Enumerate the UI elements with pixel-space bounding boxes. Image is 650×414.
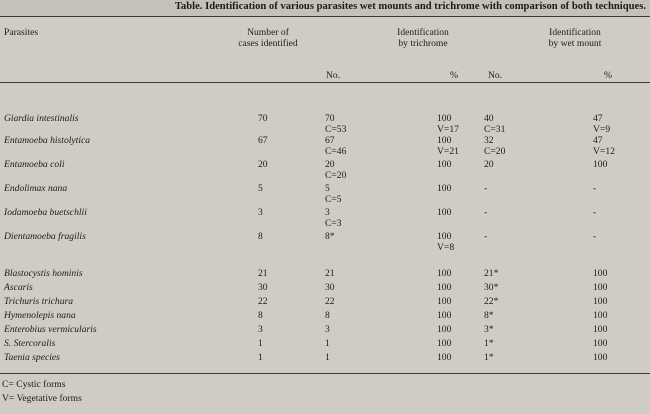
cell-tri-pct: 100 [437,183,452,194]
cell-tri-no: 1 [325,352,330,363]
cell-tri-pct: 100 [437,135,452,146]
parasite-name: Enterobius vermicularis [4,324,97,335]
cell-cases: 3 [258,324,263,335]
cell-wet-pct: - [593,183,597,194]
footnote-cystic: C= Cystic forms [2,379,66,390]
cell-cases: 8 [258,231,263,242]
cell-wet-pct: 100 [593,310,608,321]
header-trichrome [368,27,478,49]
cell-wet-pct: 100 [593,282,608,293]
header-cases-line2: cases identified [238,38,298,49]
cell-wet-pct: 100 [593,268,608,279]
cell-wet-no: 21* [484,268,499,279]
parasite-name: Ascaris [4,282,33,293]
cell-tri-no: 20 [325,159,335,170]
cell-tri-no: 3 [325,207,330,218]
cell-wet-no: - [484,207,488,218]
cell-cases: 5 [258,183,263,194]
cell-wet-pct2: V=9 [593,124,611,135]
header-tri-pct: % [450,70,458,81]
top-rule [0,16,650,17]
cell-tri-pct: 100 [437,352,452,363]
cell-wet-pct: 100 [593,296,608,307]
cell-tri-no: 3 [325,324,330,335]
cell-cases: 70 [258,113,268,124]
cell-wet-pct: 47 [593,135,603,146]
cell-tri-no2: C=53 [325,124,347,135]
cell-tri-no: 21 [325,268,335,279]
parasite-name: Dientamoeba fragilis [4,231,86,242]
parasite-name: Blastocystis hominis [4,268,83,279]
parasite-name: Trichuris trichura [4,296,74,307]
cell-cases: 30 [258,282,268,293]
table-title: Table. Identification of various parasites wet mounts and trichrome with comparison of both techniques. [174,1,646,12]
parasite-name: Taenia species [4,352,60,363]
cell-tri-no: 30 [325,282,335,293]
cell-wet-no: - [484,231,488,242]
cell-wet-pct: 100 [593,324,608,335]
cell-wet-no: 3* [484,324,494,335]
header-tri-no: No. [326,70,341,81]
parasite-name: Hymenolepis nana [4,310,76,321]
cell-tri-pct: 100 [437,310,452,321]
cell-tri-no: 1 [325,338,330,349]
header-wet-pct: % [604,70,612,81]
parasite-name: Giardia intestinalis [4,113,79,124]
cell-wet-no2: C=31 [484,124,506,135]
header-rule [0,82,650,83]
cell-tri-pct2: V=8 [437,242,455,253]
header-cases [218,27,318,49]
cell-tri-pct: 100 [437,282,452,293]
header-wet-line1: Identification [549,27,601,38]
cell-cases: 67 [258,135,268,146]
cell-wet-no2: C=20 [484,146,506,157]
cell-tri-pct: 100 [437,268,452,279]
cell-cases: 21 [258,268,268,279]
cell-tri-pct2: V=21 [437,146,459,157]
cell-tri-pct: 100 [437,207,452,218]
cell-tri-no: 8* [325,231,335,242]
cell-wet-pct: - [593,207,597,218]
bottom-rule [0,373,650,374]
cell-tri-pct: 100 [437,113,452,124]
cell-wet-no: 20 [484,159,494,170]
cell-wet-no: 1* [484,338,494,349]
cell-cases: 1 [258,352,263,363]
cell-wet-pct2: V=12 [593,146,615,157]
cell-cases: 8 [258,310,263,321]
cell-tri-pct: 100 [437,296,452,307]
parasite-name: Iodamoeba buetschlii [4,207,87,218]
parasite-name: Endolimax nana [4,183,68,194]
cell-tri-pct2: V=17 [437,124,459,135]
cell-tri-no: 70 [325,113,335,124]
cell-wet-no: 30* [484,282,499,293]
cell-tri-no: 5 [325,183,330,194]
header-wet-no: No. [488,70,503,81]
cell-tri-no: 22 [325,296,335,307]
cell-wet-pct: - [593,231,597,242]
header-wet-mount [520,27,630,49]
cell-cases: 1 [258,338,263,349]
header-trichrome-line2: by trichrome [398,38,448,49]
cell-cases: 22 [258,296,268,307]
cell-tri-no2: C=5 [325,194,342,205]
header-trichrome-line1: Identification [397,27,449,38]
cell-wet-no: 32 [484,135,494,146]
header-parasites: Parasites [4,27,39,38]
cell-tri-pct: 100 [437,231,452,242]
cell-wet-pct: 100 [593,159,608,170]
footnote-vegetative: V= Vegetative forms [2,393,82,404]
cell-cases: 20 [258,159,268,170]
cell-wet-pct: 100 [593,338,608,349]
header-cases-line1: Number of [247,27,289,38]
cell-wet-no: 40 [484,113,494,124]
cell-wet-no: - [484,183,488,194]
title-bar [0,0,650,16]
cell-tri-pct: 100 [437,338,452,349]
cell-cases: 3 [258,207,263,218]
cell-wet-pct: 47 [593,113,603,124]
cell-tri-no: 8 [325,310,330,321]
cell-tri-no2: C=20 [325,170,347,181]
cell-tri-pct: 100 [437,324,452,335]
parasite-name: Entamoeba coli [4,159,65,170]
cell-tri-pct: 100 [437,159,452,170]
cell-tri-no: 67 [325,135,335,146]
cell-tri-no2: C=46 [325,146,347,157]
header-wet-line2: by wet mount [548,38,602,49]
cell-wet-no: 1* [484,352,494,363]
cell-wet-no: 22* [484,296,499,307]
parasite-name: Entamoeba histolytica [4,135,91,146]
parasite-name: S. Stercoralis [4,338,56,349]
cell-wet-no: 8* [484,310,494,321]
cell-tri-no2: C=3 [325,218,342,229]
cell-wet-pct: 100 [593,352,608,363]
